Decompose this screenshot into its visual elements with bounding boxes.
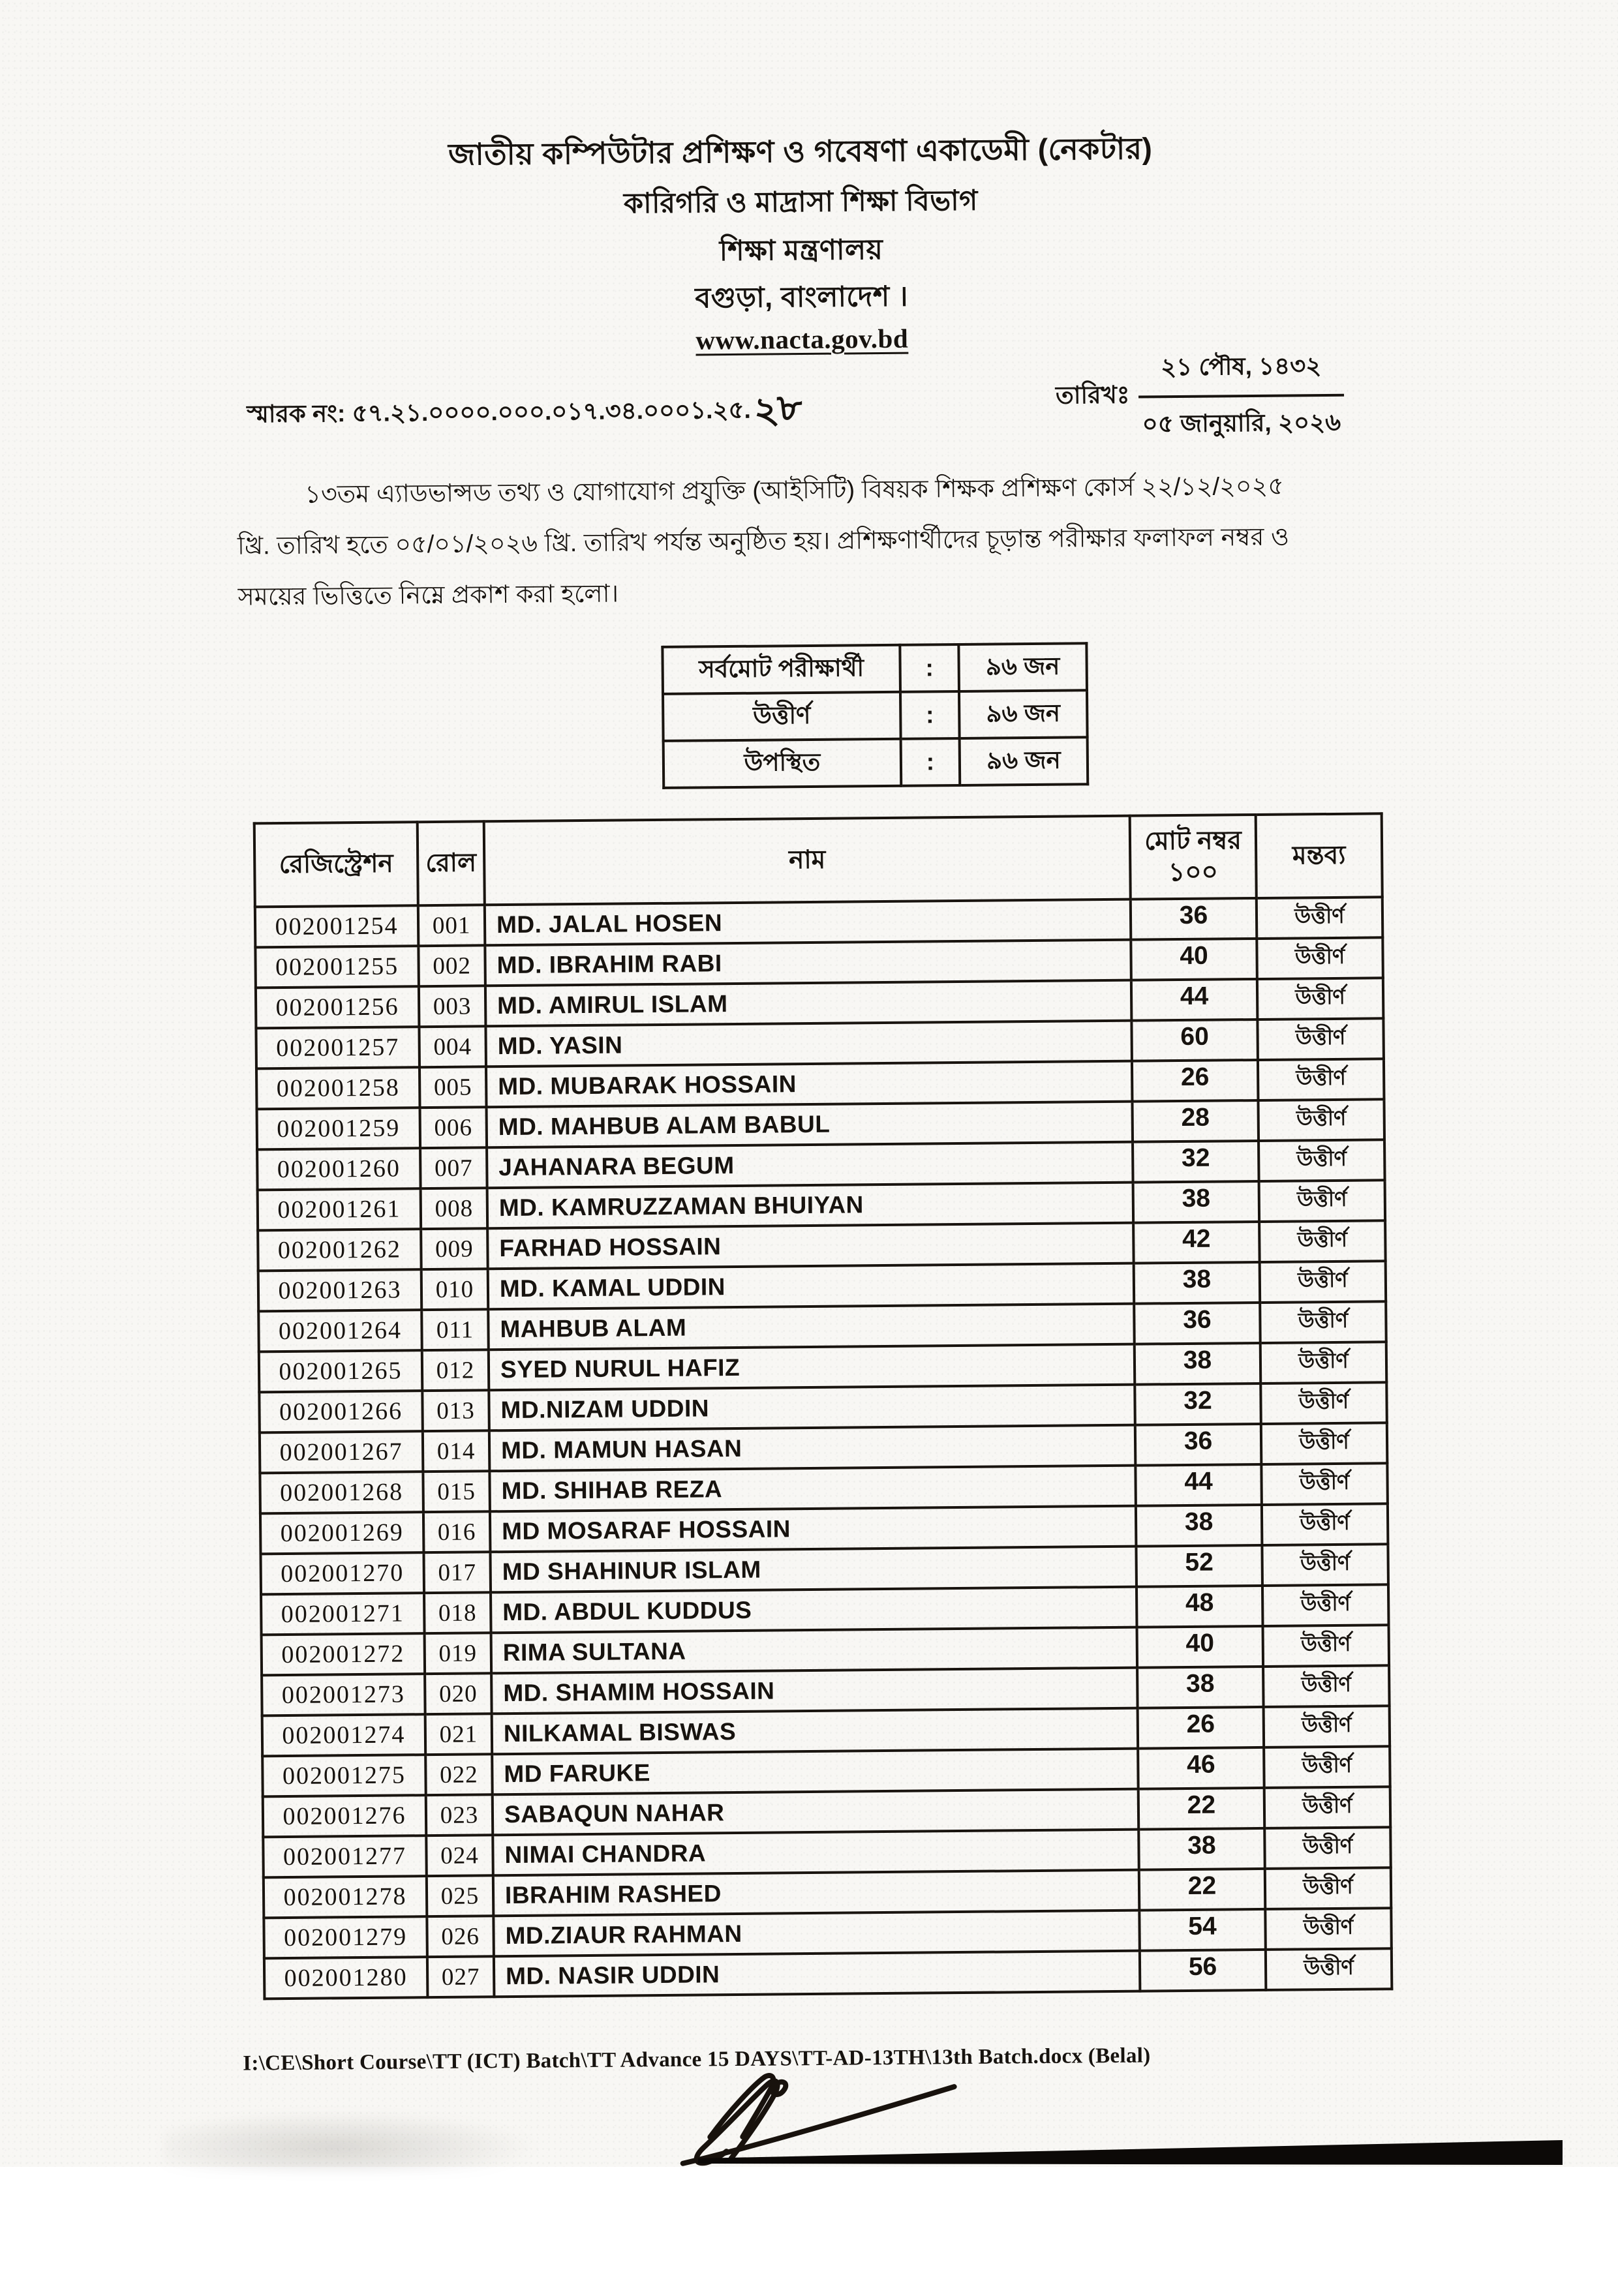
date-label: তারিখঃ bbox=[1055, 381, 1130, 409]
cell-roll: 024 bbox=[426, 1835, 493, 1876]
cell-remark: উত্তীর্ণ bbox=[1258, 1059, 1384, 1100]
results-header-row bbox=[254, 813, 1382, 907]
cell-roll: 009 bbox=[421, 1228, 488, 1269]
cell-marks: 42 bbox=[1133, 1222, 1260, 1263]
cell-roll: 011 bbox=[421, 1309, 489, 1350]
date-block bbox=[1055, 346, 1344, 447]
cell-name: NILKAMAL BISWAS bbox=[492, 1708, 1138, 1755]
cell-roll: 010 bbox=[421, 1269, 489, 1310]
header-remark: মন্তব্য bbox=[1256, 813, 1382, 898]
cell-marks: 56 bbox=[1140, 1950, 1266, 1991]
summary-separator: : bbox=[900, 691, 960, 739]
cell-registration: 002001262 bbox=[258, 1229, 421, 1271]
cell-marks: 46 bbox=[1138, 1747, 1264, 1789]
cell-marks: 40 bbox=[1137, 1626, 1264, 1668]
cell-registration: 002001264 bbox=[258, 1310, 422, 1352]
memo-handwritten-number: ২৮ bbox=[750, 384, 805, 433]
summary-table bbox=[661, 642, 1089, 789]
cell-roll: 022 bbox=[425, 1754, 493, 1795]
header-marks bbox=[1130, 815, 1257, 899]
header-marks-title: মোট নম্বর bbox=[1144, 826, 1242, 856]
summary-label: উপস্থিত bbox=[664, 739, 902, 788]
cell-marks: 54 bbox=[1139, 1909, 1266, 1951]
summary-value: ৯৬ জন bbox=[958, 643, 1087, 691]
cell-roll: 027 bbox=[427, 1956, 495, 1997]
header-roll: রোল bbox=[418, 821, 485, 905]
cell-roll: 001 bbox=[418, 905, 485, 946]
cell-roll: 025 bbox=[427, 1875, 494, 1916]
cell-marks: 40 bbox=[1131, 939, 1257, 980]
cell-roll: 006 bbox=[420, 1107, 487, 1148]
cell-registration: 002001261 bbox=[258, 1188, 421, 1230]
paragraph-line: সময়ের ভিত্তিতে নিম্নে প্রকাশ করা হলো। bbox=[237, 580, 619, 611]
cell-registration: 002001256 bbox=[256, 986, 420, 1028]
cell-roll: 013 bbox=[422, 1390, 489, 1431]
summary-value: ৯৬ জন bbox=[959, 690, 1088, 738]
cell-marks: 28 bbox=[1132, 1100, 1259, 1142]
cell-roll: 018 bbox=[424, 1592, 491, 1633]
cell-registration: 002001266 bbox=[259, 1391, 423, 1432]
cell-name: MD MOSARAF HOSSAIN bbox=[490, 1506, 1137, 1552]
cell-remark: উত্তীর্ণ bbox=[1259, 1140, 1385, 1181]
cell-marks: 32 bbox=[1133, 1141, 1259, 1183]
cell-name: MD. KAMRUZZAMAN BHUIYAN bbox=[487, 1183, 1134, 1229]
cell-remark: উত্তীর্ণ bbox=[1262, 1544, 1388, 1586]
cell-name: MAHBUB ALAM bbox=[488, 1304, 1135, 1350]
memo-number: স্মারক নং: ৫৭.২১.০০০০.০০০.০১৭.৩৪.০০০১.২৫. bbox=[247, 396, 751, 428]
file-path: I:\CE\Short Course\TT (ICT) Batch\TT Advance 15 DAYS\TT-AD-13TH\13th Batch.docx (Belal) bbox=[243, 2044, 1151, 2076]
cell-remark: উত্তীর্ণ bbox=[1258, 1099, 1384, 1141]
cell-name: MD SHAHINUR ISLAM bbox=[490, 1547, 1137, 1593]
cell-marks: 38 bbox=[1134, 1262, 1260, 1304]
summary-row-present bbox=[664, 737, 1088, 788]
cell-registration: 002001276 bbox=[263, 1795, 427, 1837]
cell-registration: 002001267 bbox=[260, 1431, 423, 1473]
website-url: www.nacta.gov.bd bbox=[695, 323, 909, 355]
cell-registration: 002001270 bbox=[260, 1552, 424, 1594]
cell-marks: 36 bbox=[1135, 1424, 1262, 1466]
cell-name: MD. JALAL HOSEN bbox=[485, 899, 1131, 946]
cell-remark: উত্তীর্ণ bbox=[1264, 1746, 1390, 1788]
org-location: বগুড়া, বাংলাদেশ । bbox=[695, 280, 909, 314]
cell-marks: 38 bbox=[1135, 1343, 1261, 1385]
cell-marks: 44 bbox=[1131, 979, 1258, 1021]
cell-remark: উত্তীর্ণ bbox=[1259, 1220, 1386, 1262]
cell-marks: 26 bbox=[1138, 1707, 1264, 1749]
cell-remark: উত্তীর্ণ bbox=[1264, 1706, 1390, 1747]
cell-name: MD. ABDUL KUDDUS bbox=[491, 1587, 1137, 1633]
cell-roll: 021 bbox=[425, 1714, 493, 1755]
cell-name: FARHAD HOSSAIN bbox=[487, 1223, 1134, 1269]
cell-marks: 36 bbox=[1131, 898, 1257, 940]
cell-name: JAHANARA BEGUM bbox=[487, 1142, 1133, 1188]
header-name: নাম bbox=[484, 816, 1131, 905]
results-table bbox=[253, 812, 1394, 2000]
cell-marks: 38 bbox=[1137, 1667, 1264, 1708]
date-gregorian: ০৫ জানুয়ারি, ২০২৬ bbox=[1142, 408, 1341, 438]
cell-remark: উত্তীর্ণ bbox=[1265, 1867, 1392, 1909]
cell-remark: উত্তীর্ণ bbox=[1260, 1261, 1386, 1303]
cell-name: MD. SHIHAB REZA bbox=[489, 1466, 1136, 1512]
cell-remark: উত্তীর্ণ bbox=[1261, 1423, 1388, 1464]
cell-remark: উত্তীর্ণ bbox=[1260, 1301, 1386, 1343]
cell-remark: উত্তীর্ণ bbox=[1263, 1625, 1390, 1667]
cell-roll: 005 bbox=[420, 1066, 487, 1108]
cell-remark: উত্তীর্ণ bbox=[1264, 1787, 1391, 1828]
cell-name: SABAQUN NAHAR bbox=[493, 1789, 1139, 1835]
cell-marks: 26 bbox=[1132, 1060, 1259, 1102]
cell-registration: 002001280 bbox=[264, 1957, 428, 1999]
cell-remark: উত্তীর্ণ bbox=[1262, 1584, 1389, 1626]
cell-name: IBRAHIM RASHED bbox=[493, 1870, 1140, 1916]
cell-remark: উত্তীর্ণ bbox=[1259, 1180, 1386, 1222]
cell-remark: উত্তীর্ণ bbox=[1263, 1665, 1390, 1707]
cell-registration: 002001268 bbox=[260, 1472, 423, 1513]
cell-registration: 002001260 bbox=[257, 1148, 421, 1190]
cell-name: NIMAI CHANDRA bbox=[493, 1830, 1139, 1876]
cell-marks: 36 bbox=[1134, 1303, 1260, 1344]
cell-roll: 002 bbox=[418, 945, 485, 986]
cell-remark: উত্তীর্ণ bbox=[1260, 1342, 1387, 1383]
cell-name: MD.NIZAM UDDIN bbox=[489, 1385, 1135, 1431]
cell-roll: 004 bbox=[419, 1026, 486, 1067]
cell-registration: 002001272 bbox=[262, 1633, 425, 1675]
cell-roll: 017 bbox=[423, 1552, 491, 1593]
cell-marks: 22 bbox=[1139, 1869, 1266, 1911]
cell-marks: 44 bbox=[1135, 1464, 1262, 1506]
cell-registration: 002001273 bbox=[262, 1674, 425, 1715]
cell-registration: 002001279 bbox=[264, 1916, 427, 1958]
summary-value: ৯৬ জন bbox=[960, 737, 1088, 785]
cell-name: MD. NASIR UDDIN bbox=[494, 1951, 1140, 1997]
cell-registration: 002001259 bbox=[257, 1108, 421, 1149]
summary-separator: : bbox=[900, 644, 959, 692]
org-name: জাতীয় কম্পিউটার প্রশিক্ষণ ও গবেষণা একাডেমী (নেকটার) bbox=[448, 131, 1153, 172]
summary-label: উত্তীর্ণ bbox=[663, 692, 901, 741]
cell-registration: 002001275 bbox=[262, 1755, 426, 1796]
cell-roll: 026 bbox=[427, 1916, 494, 1957]
cell-marks: 38 bbox=[1133, 1181, 1260, 1223]
cell-name: MD. IBRAHIM RABI bbox=[485, 940, 1131, 986]
cell-roll: 015 bbox=[423, 1471, 490, 1512]
header-registration: রেজিস্ট্রেশন bbox=[254, 822, 418, 907]
date-fraction bbox=[1138, 346, 1344, 446]
cell-roll: 012 bbox=[422, 1350, 489, 1391]
cell-remark: উত্তীর্ণ bbox=[1266, 1948, 1392, 1990]
cell-name: MD. YASIN bbox=[485, 1021, 1132, 1067]
cell-registration: 002001257 bbox=[256, 1027, 420, 1068]
cell-name: MD. SHAMIM HOSSAIN bbox=[491, 1668, 1138, 1714]
cell-remark: উত্তীর্ণ bbox=[1264, 1827, 1391, 1869]
cell-roll: 007 bbox=[420, 1147, 487, 1188]
cell-registration: 002001269 bbox=[260, 1512, 424, 1554]
scan-edge-band bbox=[698, 2138, 1563, 2169]
org-ministry: শিক্ষা মন্ত্রণালয় bbox=[719, 234, 883, 267]
paragraph-line: খ্রি. তারিখ হতে ০৫/০১/২০২৬ খ্রি. তারিখ পর্যন্ত অনুষ্ঠিত হয়। প্রশিক্ষণার্থীদের চূড়ান্ত পরীক্ষার ফলাফল নম্বর ও bbox=[237, 523, 1290, 560]
summary-row-passed bbox=[663, 690, 1088, 741]
cell-marks: 38 bbox=[1136, 1505, 1262, 1547]
cell-registration: 002001254 bbox=[255, 905, 419, 947]
cell-roll: 023 bbox=[426, 1794, 493, 1835]
cell-roll: 019 bbox=[425, 1633, 492, 1674]
cell-remark: উত্তীর্ণ bbox=[1265, 1908, 1392, 1950]
cell-name: RIMA SULTANA bbox=[491, 1627, 1138, 1674]
cell-roll: 003 bbox=[419, 986, 486, 1027]
cell-registration: 002001255 bbox=[255, 946, 419, 988]
cell-remark: উত্তীর্ণ bbox=[1257, 937, 1383, 979]
cell-remark: উত্তীর্ণ bbox=[1262, 1503, 1388, 1545]
summary-separator: : bbox=[901, 738, 960, 786]
cell-registration: 002001278 bbox=[264, 1876, 427, 1918]
cell-roll: 016 bbox=[423, 1511, 491, 1552]
cell-registration: 002001277 bbox=[263, 1835, 427, 1877]
paragraph-line: ১৩তম এ্যাডভান্সড তথ্য ও যোগাযোগ প্রযুক্তি (আইসিটি) বিষয়ক শিক্ষক প্রশিক্ষণ কোর্স ২২/১২/২০২৫ bbox=[305, 472, 1285, 509]
cell-name: MD. AMIRUL ISLAM bbox=[485, 980, 1132, 1027]
notice-paragraph bbox=[237, 466, 1412, 629]
cell-name: MD FARUKE bbox=[492, 1749, 1138, 1795]
cell-marks: 48 bbox=[1137, 1586, 1263, 1627]
cell-name: MD. KAMAL UDDIN bbox=[488, 1263, 1135, 1310]
cell-roll: 008 bbox=[421, 1188, 488, 1229]
cell-marks: 60 bbox=[1131, 1020, 1258, 1061]
cell-remark: উত্তীর্ণ bbox=[1260, 1382, 1387, 1424]
cell-remark: উত্তীর্ণ bbox=[1257, 978, 1384, 1020]
cell-registration: 002001265 bbox=[259, 1350, 423, 1392]
cell-marks: 22 bbox=[1138, 1788, 1265, 1830]
memo-number-line bbox=[247, 384, 805, 436]
cell-marks: 38 bbox=[1138, 1828, 1265, 1870]
summary-label: সর্বমোট পরীক্ষার্থী bbox=[662, 645, 900, 694]
cell-roll: 014 bbox=[423, 1430, 490, 1472]
cell-name: SYED NURUL HAFIZ bbox=[489, 1344, 1135, 1391]
cell-remark: উত্তীর্ণ bbox=[1261, 1463, 1388, 1505]
cell-name: MD. MUBARAK HOSSAIN bbox=[486, 1061, 1133, 1108]
date-bangla: ২১ পৌষ, ১৪৩২ bbox=[1138, 346, 1344, 399]
cell-roll: 020 bbox=[425, 1673, 492, 1714]
cell-remark: উত্তীর্ণ bbox=[1257, 897, 1383, 939]
cell-name: MD. MAHBUB ALAM BABUL bbox=[487, 1102, 1133, 1148]
cell-remark: উত্তীর্ণ bbox=[1257, 1018, 1384, 1060]
cell-marks: 32 bbox=[1135, 1383, 1261, 1425]
cell-registration: 002001274 bbox=[262, 1714, 426, 1756]
cell-registration: 002001258 bbox=[256, 1067, 420, 1109]
header-marks-total: ১০০ bbox=[1168, 858, 1219, 887]
cell-registration: 002001271 bbox=[261, 1593, 425, 1635]
cell-registration: 002001263 bbox=[258, 1269, 422, 1311]
org-department: কারিগরি ও মাদ্রাসা শিক্ষা বিভাগ bbox=[623, 185, 979, 220]
cell-marks: 52 bbox=[1136, 1545, 1262, 1587]
cell-name: MD. MAMUN HASAN bbox=[489, 1425, 1136, 1472]
summary-row-total-examinees bbox=[662, 643, 1087, 694]
cell-name: MD.ZIAUR RAHMAN bbox=[493, 1911, 1140, 1957]
